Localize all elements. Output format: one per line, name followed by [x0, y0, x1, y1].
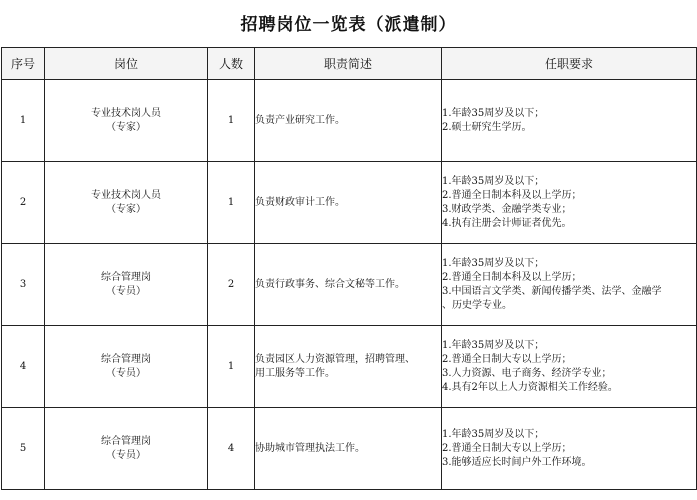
position-type: （专家） [106, 121, 146, 133]
duties-cell [255, 80, 442, 162]
serial-number-cell: 2 [2, 162, 45, 244]
position-cell [45, 80, 208, 162]
requirement-line: 1.年龄35周岁及以下； [442, 175, 545, 187]
requirements-cell [442, 80, 697, 162]
duties-cell [255, 162, 442, 244]
position-name: 专业技术岗人员 [91, 189, 161, 201]
duties-cell [255, 326, 442, 408]
position-name: 综合管理岗 [101, 353, 151, 365]
position-name: 综合管理岗 [101, 435, 151, 447]
requirement-line: 1.年龄35周岁及以下； [442, 339, 545, 351]
headcount-cell: 2 [208, 244, 255, 326]
requirement-line: 2.普通全日制本科及以上学历； [442, 271, 582, 283]
requirement-line: 1.年龄35周岁及以下； [442, 107, 545, 119]
table-row [2, 162, 697, 244]
requirement-line: 4.具有2年以上人力资源相关工作经验。 [442, 381, 618, 393]
serial-number-cell: 3 [2, 244, 45, 326]
requirement-line: 3.中国语言文学类、新闻传播学类、法学、金融学 [442, 285, 662, 297]
table-row [2, 326, 697, 408]
position-type: （专员） [106, 449, 146, 461]
position-type: （专员） [106, 285, 146, 297]
requirements-cell [442, 326, 697, 408]
requirement-line: 2.硕士研究生学历。 [442, 121, 532, 133]
header-serial-number: 序号 [2, 48, 45, 80]
requirement-line: 3.人力资源、电子商务、经济学专业； [442, 367, 612, 379]
requirements-cell [442, 408, 697, 490]
duty-line: 负责行政事务、综合文秘等工作。 [255, 278, 405, 290]
table-row [2, 80, 697, 162]
page-title: 招聘岗位一览表（派遣制） [240, 15, 457, 35]
requirements-cell [442, 162, 697, 244]
table-header-row [2, 48, 697, 80]
header-headcount: 人数 [208, 48, 255, 80]
requirement-line: 3.财政学类、金融学类专业； [442, 203, 572, 215]
position-cell [45, 162, 208, 244]
requirement-line: 4.执有注册会计师证者优先。 [442, 217, 572, 229]
duty-line: 负责产业研究工作。 [255, 114, 345, 126]
headcount-cell: 1 [208, 326, 255, 408]
serial-number-cell: 4 [2, 326, 45, 408]
header-position: 岗位 [45, 48, 208, 80]
position-type: （专家） [106, 203, 146, 215]
headcount-cell: 4 [208, 408, 255, 490]
headcount-cell: 1 [208, 80, 255, 162]
duty-line: 负责财政审计工作。 [255, 196, 345, 208]
serial-number-cell: 1 [2, 80, 45, 162]
requirement-line: 2.普通全日制大专以上学历； [442, 353, 572, 365]
requirement-line: 2.普通全日制本科及以上学历； [442, 189, 582, 201]
requirement-line: 2.普通全日制大专以上学历； [442, 442, 572, 454]
position-name: 综合管理岗 [101, 271, 151, 283]
requirements-cell [442, 244, 697, 326]
header-requirements: 任职要求 [442, 48, 697, 80]
duty-line: 负责园区人力资源管理，招聘管理、 [255, 353, 415, 365]
duties-cell [255, 244, 442, 326]
position-name: 专业技术岗人员 [91, 107, 161, 119]
duty-line: 协助城市管理执法工作。 [255, 442, 365, 454]
recruitment-table [1, 47, 697, 490]
headcount-cell: 1 [208, 162, 255, 244]
position-type: （专员） [106, 367, 146, 379]
table-row [2, 408, 697, 490]
duties-cell [255, 408, 442, 490]
requirement-line: 1.年龄35周岁及以下； [442, 257, 545, 269]
requirement-line: 、历史学专业。 [442, 299, 512, 311]
position-cell [45, 244, 208, 326]
position-cell [45, 326, 208, 408]
duty-line: 用工服务等工作。 [255, 367, 335, 379]
position-cell [45, 408, 208, 490]
requirement-line: 1.年龄35周岁及以下； [442, 428, 545, 440]
requirement-line: 3.能够适应长时间户外工作环境。 [442, 456, 592, 468]
header-duties: 职责简述 [255, 48, 442, 80]
serial-number-cell: 5 [2, 408, 45, 490]
table-row [2, 244, 697, 326]
